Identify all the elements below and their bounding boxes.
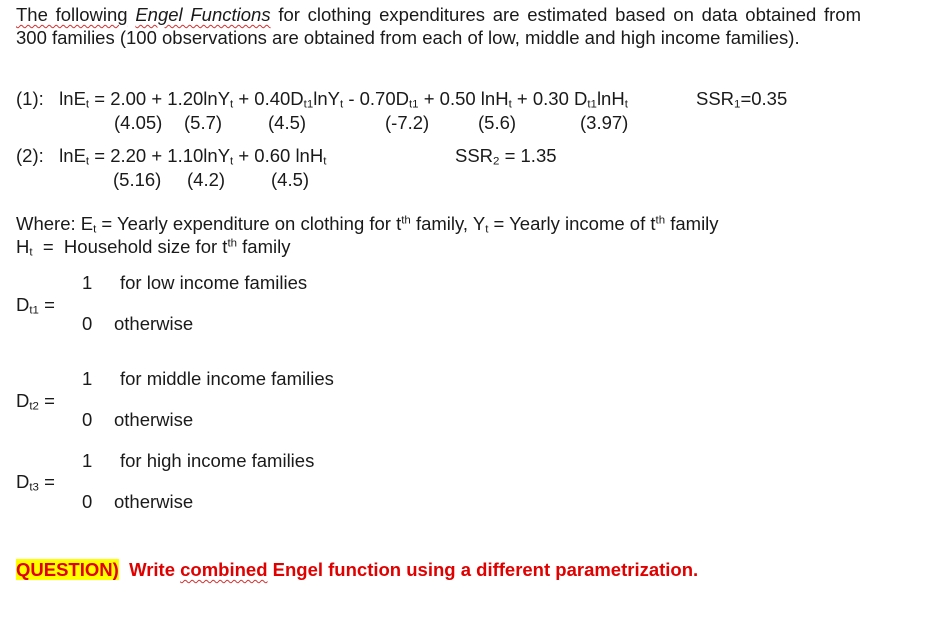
dummy-d1-zero: 0 [82,313,93,334]
eq2-sub-1: t [230,155,234,168]
where-text: = Yearly income of t [488,213,656,234]
eq2-tstat: (4.2) [187,169,226,190]
eq1-tstat: (-7.2) [385,112,430,133]
eq1-sub-2: t1 [303,98,314,111]
dummy-name: D [16,294,30,315]
dummy-name: D [16,390,30,411]
eq2-ssr-sub: 2 [493,155,500,168]
eq2-tstat: (4.5) [271,169,310,190]
dummy-sub: t1 [29,304,39,317]
intro-paragraph [16,3,861,49]
dummy-eq: = [38,471,55,492]
eq1-tstat: (5.6) [478,112,517,133]
eq2-term-2: + 0.60 lnH [233,145,324,166]
dummy-d3-zero: 0 [82,491,93,512]
dummy-d1-zero-label: otherwise [114,313,194,334]
dummy-name: D [16,471,30,492]
eq1-sub-4: t1 [409,98,419,111]
equation-2 [16,145,326,167]
dummy-eq: = [38,390,55,411]
eq2-ssr [455,145,557,167]
eq1-ssr [696,88,787,110]
dummy-d2-label [16,390,55,412]
question-text-2: combined [180,559,268,580]
where-line-1 [16,213,719,235]
eq1-tstat: (4.05) [114,112,163,133]
dummy-d3-one: 1 [82,450,93,471]
dummy-d1-label [16,294,55,316]
eq1-tag: (1): [16,88,44,109]
eq1-term-3: lnY [313,88,340,109]
where-sub: t [485,223,489,236]
dummy-sub: t3 [29,481,39,494]
question-text-1: Write [129,559,175,580]
dummy-d3-zero-label: otherwise [114,491,194,512]
eq2-tstat: (5.16) [113,169,162,190]
eq1-sub-3: t [340,98,344,111]
intro-text-1: The following [16,4,128,25]
eq1-tstat: (3.97) [580,112,629,133]
eq1-term-1: = 2.00 + 1.20lnY [89,88,231,109]
dummy-d2-one-label: for middle income families [120,368,334,389]
equation-1 [16,88,628,110]
where-text: family [237,236,291,257]
where-sup: th [655,214,666,227]
eq1-ssr-value: =0.35 [740,88,788,109]
where-text: = Household size for t [32,236,228,257]
eq1-term-2: + 0.40D [233,88,304,109]
dummy-d2-zero: 0 [82,409,93,430]
eq1-ssr-sub: 1 [734,98,741,111]
eq1-lhs-sub: t [85,98,90,111]
eq1-term-6: + 0.30 D [511,88,588,109]
dummy-d1-one-label: for low income families [120,272,308,293]
eq1-tstat: (4.5) [268,112,307,133]
where-text: family, Y [410,213,486,234]
eq2-term-1: = 2.20 + 1.10lnY [89,145,231,166]
eq2-lhs: lnE [59,145,86,166]
eq1-tstat: (5.7) [184,112,223,133]
eq1-ssr-label: SSR [696,88,735,109]
question-line [16,559,698,581]
dummy-d2-zero-label: otherwise [114,409,194,430]
eq1-term-4: - 0.70D [343,88,409,109]
where-sub: t [93,223,97,236]
where-text: = Yearly expenditure on clothing for t [96,213,402,234]
where-text: Where: E [16,213,94,234]
dummy-sub: t2 [29,400,39,413]
where-line-2 [16,236,290,258]
eq1-sub-1: t [230,98,234,111]
eq2-sub-2: t [323,155,327,168]
eq2-lhs-sub: t [85,155,90,168]
dummy-d3-one-label: for high income families [120,450,315,471]
eq1-lhs: lnE [59,88,86,109]
dummy-d1-one: 1 [82,272,93,293]
where-text: H [16,236,30,257]
dummy-eq: = [38,294,55,315]
dummy-d2-one: 1 [82,368,93,389]
eq1-sub-5: t [508,98,512,111]
where-sup: th [401,214,411,227]
eq2-tag: (2): [16,145,44,166]
eq1-term-5: + 0.50 lnH [418,88,509,109]
question-badge: QUESTION) [16,559,119,580]
intro-engel-functions: Engel Functions [135,4,271,25]
where-sub: t [29,246,33,259]
question-text-3: Engel function using a different parametrization. [272,559,699,580]
where-text: family [665,213,719,234]
eq1-sub-6: t1 [587,98,597,111]
eq2-ssr-value: = 1.35 [499,145,557,166]
where-sup: th [227,237,238,250]
intro-text-2: for clothing expenditures are estimated based on data obtained from 300 families (100 observations are obtained from each of low, middle and high income families). [16,4,862,48]
eq2-ssr-label: SSR [455,145,494,166]
eq1-sub-7: t [624,98,628,111]
dummy-d3-label [16,471,55,493]
eq1-term-7: lnH [596,88,625,109]
